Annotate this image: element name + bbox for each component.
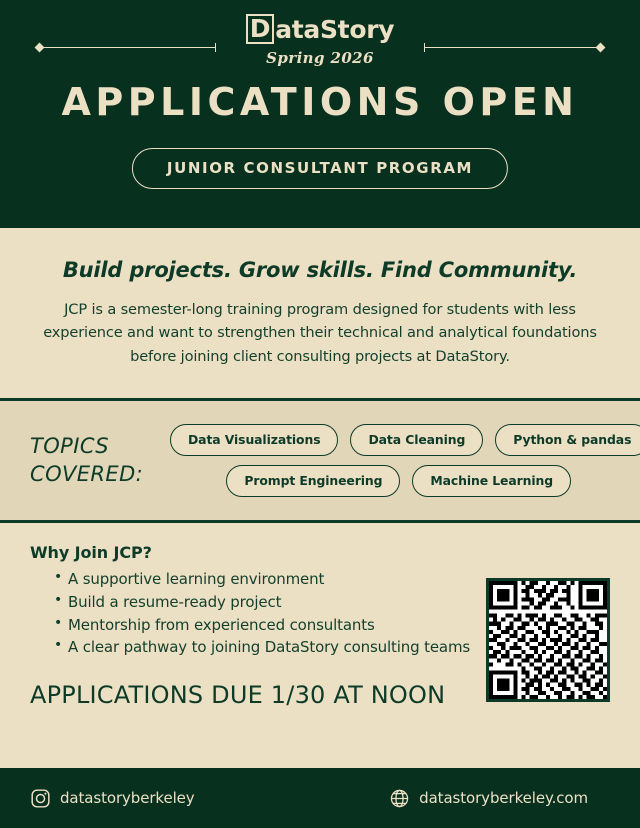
deadline-text: APPLICATIONS DUE 1/30 AT NOON bbox=[30, 681, 446, 710]
topic-chip[interactable]: Machine Learning bbox=[412, 465, 571, 497]
intro-body: JCP is a semester-long training program designed for students with less experience and want to strengthen their technical and analytical foundations before joining client consulting projects at DataStory. bbox=[43, 300, 597, 365]
qr-code-graphic bbox=[489, 581, 607, 699]
tagline: Build projects. Grow skills. Find Community. bbox=[62, 257, 578, 282]
season-label: Spring 2026 bbox=[266, 49, 374, 67]
topic-chip[interactable]: Data Cleaning bbox=[350, 424, 483, 456]
list-item: • Build a resume-ready project bbox=[54, 591, 610, 614]
instagram-link[interactable] bbox=[30, 788, 195, 809]
list-item: • A clear pathway to joining DataStory consulting teams bbox=[54, 636, 610, 659]
list-item: • Mentorship from experienced consultants bbox=[54, 614, 610, 637]
instagram-icon bbox=[30, 788, 51, 809]
topics-label bbox=[30, 433, 170, 488]
why-join-title: Why Join JCP? bbox=[30, 543, 152, 562]
topic-chip-row-1 bbox=[170, 424, 640, 456]
logo-wordmark: ataStory bbox=[275, 14, 395, 44]
topics-section bbox=[0, 401, 640, 520]
logo-boxed-letter: D bbox=[246, 14, 274, 44]
globe-icon bbox=[389, 788, 410, 809]
footer-bar bbox=[0, 768, 640, 828]
program-pill: JUNIOR CONSULTANT PROGRAM bbox=[132, 148, 508, 189]
list-item: • A supportive learning environment bbox=[54, 568, 610, 591]
topics-label-line1: TOPICS bbox=[30, 433, 109, 458]
topics-label-line2: COVERED: bbox=[30, 461, 144, 486]
topic-chip[interactable]: Data Visualizations bbox=[170, 424, 338, 456]
website-url: datastoryberkeley.com bbox=[419, 789, 588, 807]
datastory-logo bbox=[246, 14, 395, 44]
page-title: APPLICATIONS OPEN bbox=[61, 80, 579, 124]
topic-chip-group bbox=[170, 424, 640, 497]
topic-chip[interactable]: Python & pandas bbox=[495, 424, 640, 456]
why-join-section bbox=[0, 523, 640, 768]
instagram-handle: datastoryberkeley bbox=[60, 789, 195, 807]
header-banner bbox=[0, 0, 640, 228]
topic-chip-row-2 bbox=[170, 465, 640, 497]
brand-block bbox=[220, 14, 420, 67]
intro-section bbox=[0, 228, 640, 398]
website-link[interactable] bbox=[389, 788, 588, 809]
qr-code-icon[interactable] bbox=[486, 578, 610, 702]
brand-row bbox=[0, 14, 640, 67]
topic-chip[interactable]: Prompt Engineering bbox=[226, 465, 400, 497]
